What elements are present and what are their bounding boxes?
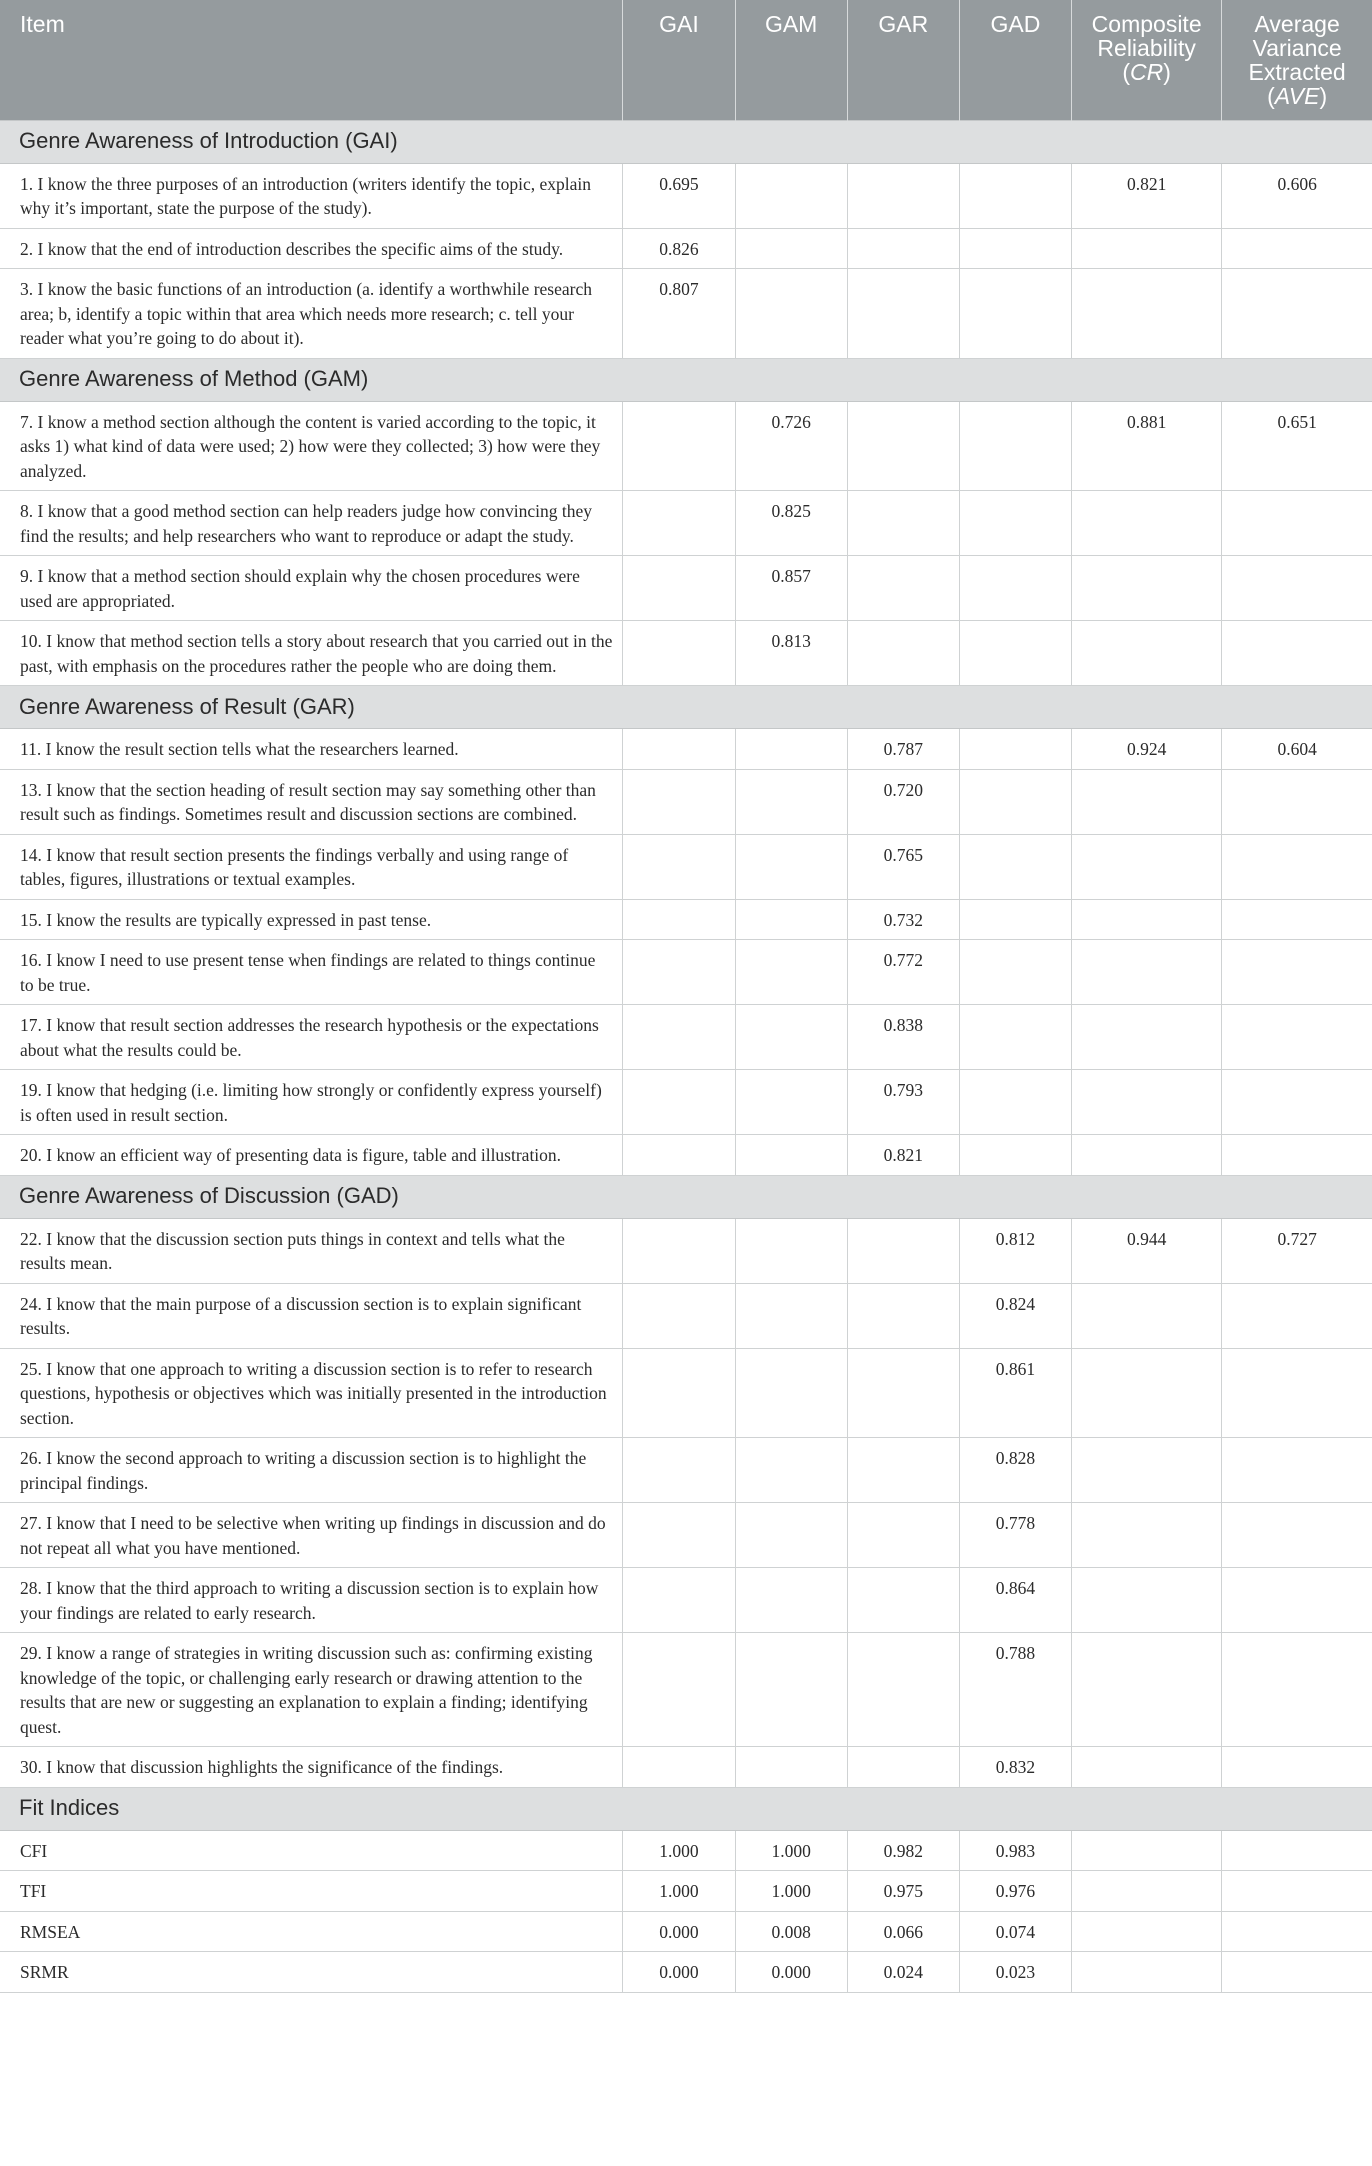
gar-cell: [847, 1633, 959, 1747]
ave-cell: [1222, 1348, 1372, 1438]
table-header: [0, 0, 1372, 120]
gai-cell: [623, 834, 735, 899]
table-row: [0, 1871, 1372, 1912]
gad-cell: [959, 556, 1071, 621]
gai-cell: [623, 1135, 735, 1176]
gam-cell: [735, 834, 847, 899]
gar-cell: 0.066: [847, 1911, 959, 1952]
gad-cell: 0.864: [959, 1568, 1071, 1633]
gar-cell: [847, 491, 959, 556]
gai-cell: [623, 1568, 735, 1633]
cr-cell: [1072, 556, 1222, 621]
gam-cell: [735, 940, 847, 1005]
section-title: Genre Awareness of Discussion (GAD): [0, 1175, 1372, 1218]
gam-cell: [735, 729, 847, 770]
gar-cell: [847, 1218, 959, 1283]
gai-cell: 0.000: [623, 1911, 735, 1952]
cr-cell: [1072, 269, 1222, 359]
header-gad: GAD: [959, 0, 1071, 120]
ave-cell: [1222, 1438, 1372, 1503]
ave-cell: [1222, 491, 1372, 556]
table-row: [0, 1911, 1372, 1952]
gai-cell: 0.000: [623, 1952, 735, 1993]
gai-cell: [623, 621, 735, 686]
item-cell: SRMR: [0, 1952, 623, 1993]
item-cell: RMSEA: [0, 1911, 623, 1952]
table-row: [0, 269, 1372, 359]
item-cell: 25. I know that one approach to writing a discussion section is to refer to research questions, hypothesis or objectives which was initially presented in the introduction section.: [0, 1348, 623, 1438]
table-row: [0, 228, 1372, 269]
gad-cell: 0.832: [959, 1747, 1071, 1788]
gad-cell: [959, 769, 1071, 834]
gad-cell: 0.778: [959, 1503, 1071, 1568]
header-ave-line3: Extracted: [1248, 59, 1346, 85]
ave-cell: [1222, 1747, 1372, 1788]
section-row: [0, 686, 1372, 729]
gad-cell: [959, 163, 1071, 228]
item-cell: 9. I know that a method section should explain why the chosen procedures were used are appropriated.: [0, 556, 623, 621]
gad-cell: 0.023: [959, 1952, 1071, 1993]
table-row: [0, 1070, 1372, 1135]
gad-cell: 0.824: [959, 1283, 1071, 1348]
item-cell: 13. I know that the section heading of result section may say something other than result such as findings. Sometimes result and discussion sections are combined.: [0, 769, 623, 834]
item-cell: TFI: [0, 1871, 623, 1912]
ave-cell: [1222, 1283, 1372, 1348]
header-composite-reliability: Composite Reliability (CR): [1072, 0, 1222, 120]
gam-cell: [735, 1218, 847, 1283]
section-title: Fit Indices: [0, 1787, 1372, 1830]
table-row: [0, 1005, 1372, 1070]
gai-cell: 0.807: [623, 269, 735, 359]
cr-cell: [1072, 1871, 1222, 1912]
gam-cell: 1.000: [735, 1830, 847, 1871]
item-cell: CFI: [0, 1830, 623, 1871]
ave-cell: 0.606: [1222, 163, 1372, 228]
header-ave-abbr: AVE: [1274, 83, 1320, 109]
gai-cell: [623, 1005, 735, 1070]
gar-cell: [847, 401, 959, 491]
cr-cell: [1072, 1005, 1222, 1070]
gam-cell: 0.857: [735, 556, 847, 621]
gad-cell: 0.812: [959, 1218, 1071, 1283]
gai-cell: [623, 1348, 735, 1438]
gam-cell: [735, 163, 847, 228]
gam-cell: [735, 1568, 847, 1633]
ave-cell: [1222, 1871, 1372, 1912]
table-row: [0, 834, 1372, 899]
cr-cell: [1072, 1503, 1222, 1568]
ave-cell: [1222, 899, 1372, 940]
gar-cell: [847, 1438, 959, 1503]
gam-cell: [735, 269, 847, 359]
gar-cell: 0.720: [847, 769, 959, 834]
gad-cell: [959, 1135, 1071, 1176]
cr-cell: 0.944: [1072, 1218, 1222, 1283]
item-cell: 17. I know that result section addresses the research hypothesis or the expectations about what the results could be.: [0, 1005, 623, 1070]
cr-cell: 0.881: [1072, 401, 1222, 491]
ave-cell: [1222, 556, 1372, 621]
gad-cell: [959, 269, 1071, 359]
gar-cell: [847, 1283, 959, 1348]
ave-cell: [1222, 1070, 1372, 1135]
gad-cell: [959, 491, 1071, 556]
ave-cell: [1222, 940, 1372, 1005]
cr-cell: 0.924: [1072, 729, 1222, 770]
cr-cell: [1072, 769, 1222, 834]
table-body: [0, 120, 1372, 1992]
section-row: [0, 1787, 1372, 1830]
gam-cell: [735, 1348, 847, 1438]
gai-cell: [623, 1633, 735, 1747]
item-cell: 11. I know the result section tells what the researchers learned.: [0, 729, 623, 770]
gar-cell: [847, 621, 959, 686]
ave-cell: 0.727: [1222, 1218, 1372, 1283]
gam-cell: [735, 1005, 847, 1070]
gar-cell: 0.024: [847, 1952, 959, 1993]
header-gam: GAM: [735, 0, 847, 120]
gad-cell: [959, 899, 1071, 940]
gar-cell: 0.975: [847, 1871, 959, 1912]
ave-cell: [1222, 1503, 1372, 1568]
gai-cell: [623, 940, 735, 1005]
header-ave-line2: Variance: [1252, 35, 1342, 61]
gad-cell: 0.983: [959, 1830, 1071, 1871]
table-row: [0, 899, 1372, 940]
ave-cell: [1222, 228, 1372, 269]
cr-cell: [1072, 1283, 1222, 1348]
gai-cell: [623, 1070, 735, 1135]
gai-cell: [623, 899, 735, 940]
item-cell: 20. I know an efficient way of presenting data is figure, table and illustration.: [0, 1135, 623, 1176]
cr-cell: [1072, 1568, 1222, 1633]
gai-cell: [623, 491, 735, 556]
gad-cell: [959, 401, 1071, 491]
table-row: [0, 1952, 1372, 1993]
cr-cell: [1072, 1348, 1222, 1438]
item-cell: 27. I know that I need to be selective when writing up findings in discussion and do not repeat all what you have mentioned.: [0, 1503, 623, 1568]
gad-cell: [959, 940, 1071, 1005]
section-title: Genre Awareness of Introduction (GAI): [0, 120, 1372, 163]
cr-cell: [1072, 1135, 1222, 1176]
gam-cell: [735, 1135, 847, 1176]
ave-cell: [1222, 1830, 1372, 1871]
gad-cell: [959, 621, 1071, 686]
gai-cell: [623, 1747, 735, 1788]
header-cr-line2: Reliability: [1097, 35, 1196, 61]
table-row: [0, 1633, 1372, 1747]
gar-cell: [847, 1503, 959, 1568]
gam-cell: [735, 1438, 847, 1503]
gar-cell: 0.772: [847, 940, 959, 1005]
table-row: [0, 1438, 1372, 1503]
table-row: [0, 401, 1372, 491]
gam-cell: 0.008: [735, 1911, 847, 1952]
gar-cell: 0.793: [847, 1070, 959, 1135]
ave-cell: [1222, 769, 1372, 834]
cr-cell: [1072, 940, 1222, 1005]
cr-cell: [1072, 621, 1222, 686]
ave-cell: [1222, 1135, 1372, 1176]
header-cr-line1: Composite: [1091, 11, 1202, 37]
section-title: Genre Awareness of Method (GAM): [0, 358, 1372, 401]
table-row: [0, 1568, 1372, 1633]
table-row: [0, 1348, 1372, 1438]
item-cell: 15. I know the results are typically expressed in past tense.: [0, 899, 623, 940]
gad-cell: 0.074: [959, 1911, 1071, 1952]
table-row: [0, 940, 1372, 1005]
item-cell: 16. I know I need to use present tense when findings are related to things continue to be true.: [0, 940, 623, 1005]
gai-cell: [623, 1503, 735, 1568]
item-cell: 8. I know that a good method section can help readers judge how convincing they find the results; and help researchers who want to reproduce or adapt the study.: [0, 491, 623, 556]
cr-cell: [1072, 1952, 1222, 1993]
gar-cell: [847, 228, 959, 269]
cr-cell: [1072, 491, 1222, 556]
gai-cell: 1.000: [623, 1871, 735, 1912]
ave-cell: [1222, 621, 1372, 686]
gai-cell: 0.695: [623, 163, 735, 228]
item-cell: 1. I know the three purposes of an introduction (writers identify the topic, explain why it’s important, state the purpose of the study).: [0, 163, 623, 228]
header-gar: GAR: [847, 0, 959, 120]
ave-cell: [1222, 269, 1372, 359]
table-row: [0, 1283, 1372, 1348]
gar-cell: 0.732: [847, 899, 959, 940]
header-average-variance-extracted: Average Variance Extracted (AVE): [1222, 0, 1372, 120]
ave-cell: [1222, 1911, 1372, 1952]
gar-cell: 0.982: [847, 1830, 959, 1871]
cr-cell: [1072, 1911, 1222, 1952]
item-cell: 26. I know the second approach to writing a discussion section is to highlight the principal findings.: [0, 1438, 623, 1503]
gam-cell: 0.813: [735, 621, 847, 686]
ave-cell: [1222, 1005, 1372, 1070]
gad-cell: [959, 834, 1071, 899]
gai-cell: [623, 729, 735, 770]
header-cr-abbr: CR: [1130, 59, 1164, 85]
ave-cell: [1222, 1952, 1372, 1993]
ave-cell: 0.651: [1222, 401, 1372, 491]
gai-cell: 1.000: [623, 1830, 735, 1871]
gai-cell: [623, 1218, 735, 1283]
cr-cell: [1072, 834, 1222, 899]
section-row: [0, 358, 1372, 401]
gad-cell: 0.976: [959, 1871, 1071, 1912]
section-row: [0, 120, 1372, 163]
gai-cell: [623, 1283, 735, 1348]
gam-cell: [735, 769, 847, 834]
gad-cell: 0.788: [959, 1633, 1071, 1747]
gad-cell: [959, 1070, 1071, 1135]
cr-cell: [1072, 1438, 1222, 1503]
table-row: [0, 621, 1372, 686]
gad-cell: 0.861: [959, 1348, 1071, 1438]
header-item: Item: [0, 0, 623, 120]
ave-cell: 0.604: [1222, 729, 1372, 770]
cr-cell: [1072, 1747, 1222, 1788]
table-row: [0, 1503, 1372, 1568]
item-cell: 10. I know that method section tells a story about research that you carried out in the past, with emphasis on the procedures rather the people who are doing them.: [0, 621, 623, 686]
item-cell: 19. I know that hedging (i.e. limiting how strongly or confidently express yourself) is often used in result section.: [0, 1070, 623, 1135]
gar-cell: [847, 269, 959, 359]
gad-cell: [959, 1005, 1071, 1070]
cr-cell: [1072, 228, 1222, 269]
cr-cell: 0.821: [1072, 163, 1222, 228]
gar-cell: [847, 556, 959, 621]
cr-cell: [1072, 1633, 1222, 1747]
gam-cell: [735, 1503, 847, 1568]
table-row: [0, 1218, 1372, 1283]
gam-cell: [735, 228, 847, 269]
gam-cell: [735, 899, 847, 940]
gar-cell: 0.821: [847, 1135, 959, 1176]
gar-cell: 0.765: [847, 834, 959, 899]
gar-cell: [847, 163, 959, 228]
gai-cell: [623, 1438, 735, 1503]
gam-cell: [735, 1747, 847, 1788]
gar-cell: 0.838: [847, 1005, 959, 1070]
gad-cell: [959, 228, 1071, 269]
gai-cell: 0.826: [623, 228, 735, 269]
section-title: Genre Awareness of Result (GAR): [0, 686, 1372, 729]
table-row: [0, 1747, 1372, 1788]
gam-cell: [735, 1633, 847, 1747]
cr-cell: [1072, 899, 1222, 940]
item-cell: 30. I know that discussion highlights the significance of the findings.: [0, 1747, 623, 1788]
gam-cell: [735, 1070, 847, 1135]
gad-cell: [959, 729, 1071, 770]
gam-cell: [735, 1283, 847, 1348]
cr-cell: [1072, 1070, 1222, 1135]
table-row: [0, 769, 1372, 834]
gad-cell: 0.828: [959, 1438, 1071, 1503]
table-row: [0, 556, 1372, 621]
ave-cell: [1222, 1568, 1372, 1633]
table-row: [0, 729, 1372, 770]
item-cell: 3. I know the basic functions of an introduction (a. identify a worthwhile research area; b, identify a topic within that area which needs more research; c. tell your reader what you’re going to do about it).: [0, 269, 623, 359]
gar-cell: [847, 1348, 959, 1438]
gar-cell: 0.787: [847, 729, 959, 770]
gam-cell: 0.825: [735, 491, 847, 556]
header-gai: GAI: [623, 0, 735, 120]
ave-cell: [1222, 834, 1372, 899]
gai-cell: [623, 401, 735, 491]
header-ave-line1: Average: [1254, 11, 1340, 37]
gar-cell: [847, 1747, 959, 1788]
header-row: [0, 0, 1372, 120]
gai-cell: [623, 556, 735, 621]
table-row: [0, 163, 1372, 228]
item-cell: 7. I know a method section although the content is varied according to the topic, it asks 1) what kind of data were used; 2) how were they collected; 3) how were they analyzed.: [0, 401, 623, 491]
gai-cell: [623, 769, 735, 834]
gam-cell: 1.000: [735, 1871, 847, 1912]
table-row: [0, 1135, 1372, 1176]
item-cell: 28. I know that the third approach to writing a discussion section is to explain how your findings are related to early research.: [0, 1568, 623, 1633]
item-cell: 29. I know a range of strategies in writing discussion such as: confirming existing knowledge of the topic, or challenging early research or drawing attention to the results that are new or suggesting an explanation to explain a finding; identifying quest.: [0, 1633, 623, 1747]
gam-cell: 0.726: [735, 401, 847, 491]
gar-cell: [847, 1568, 959, 1633]
item-cell: 24. I know that the main purpose of a discussion section is to explain significant results.: [0, 1283, 623, 1348]
item-cell: 2. I know that the end of introduction describes the specific aims of the study.: [0, 228, 623, 269]
item-cell: 14. I know that result section presents the findings verbally and using range of tables, figures, illustrations or textual examples.: [0, 834, 623, 899]
ave-cell: [1222, 1633, 1372, 1747]
table-row: [0, 491, 1372, 556]
item-cell: 22. I know that the discussion section puts things in context and tells what the results mean.: [0, 1218, 623, 1283]
section-row: [0, 1175, 1372, 1218]
cr-cell: [1072, 1830, 1222, 1871]
gam-cell: 0.000: [735, 1952, 847, 1993]
table-row: [0, 1830, 1372, 1871]
